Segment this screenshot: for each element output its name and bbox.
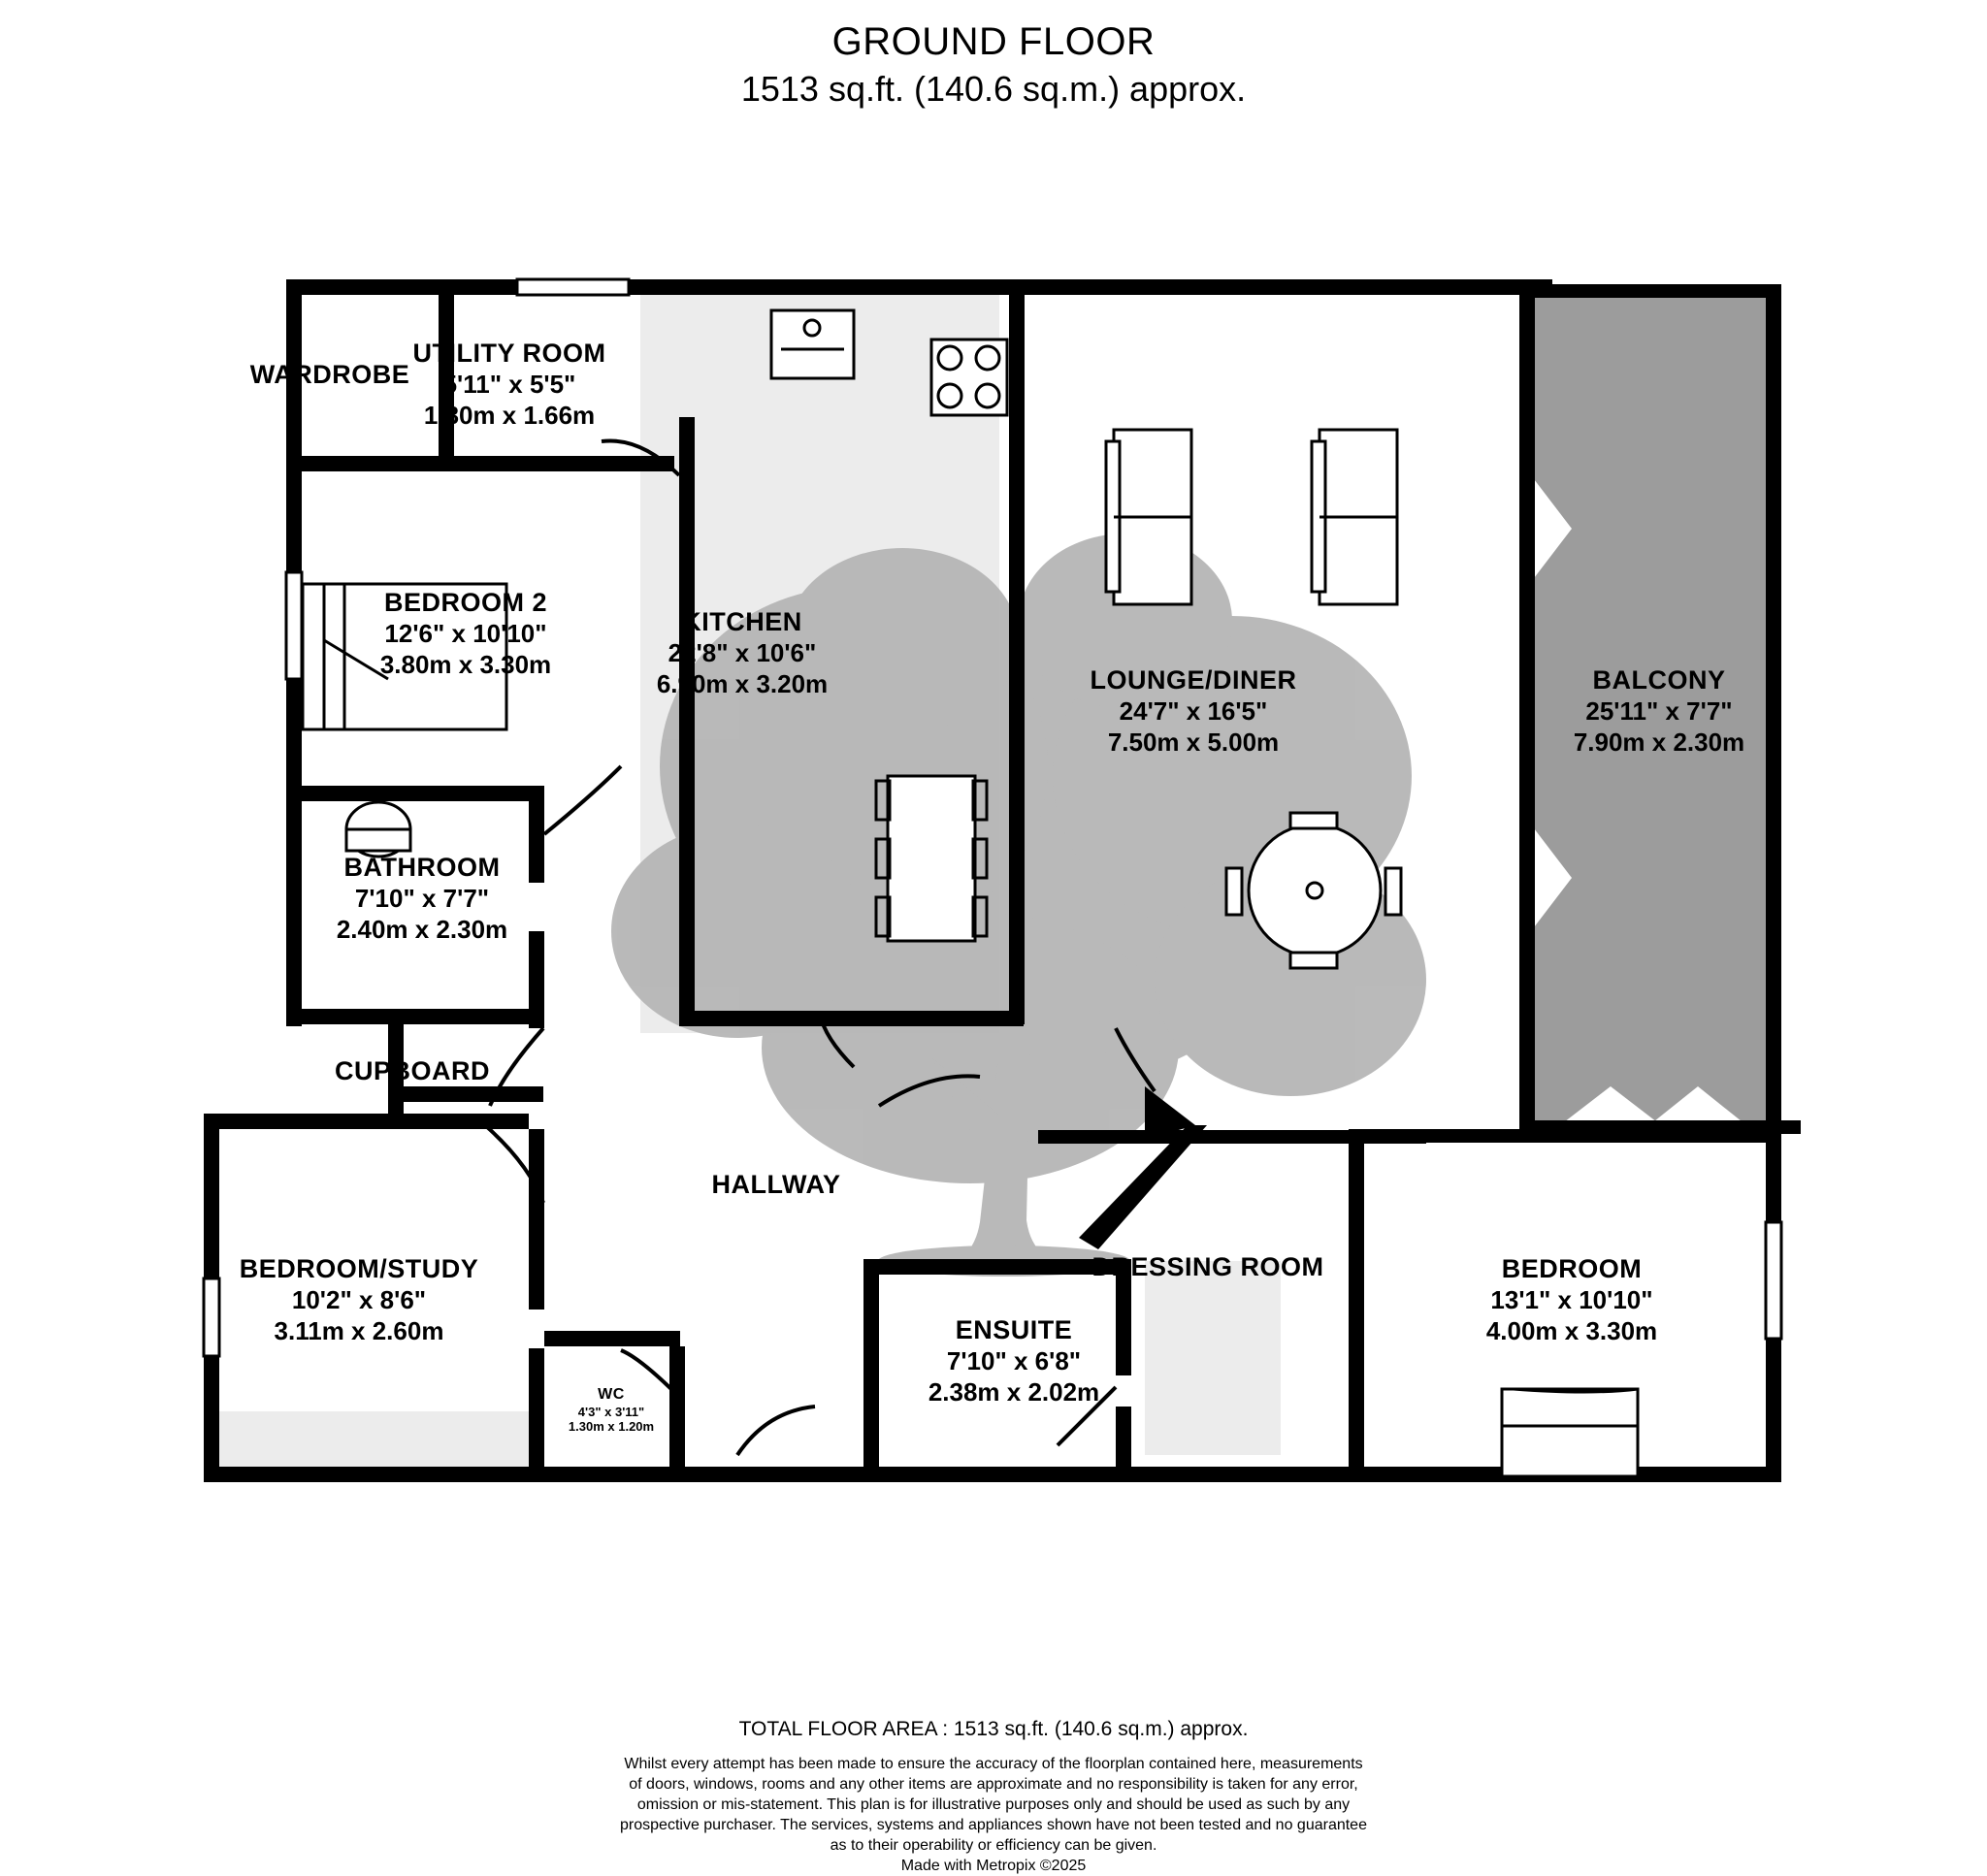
room-label-dressing-room: DRESSING ROOM — [1091, 1252, 1324, 1281]
room-label-bedroom-2: BEDROOM 2 12'6" x 10'10" 3.80m x 3.30m — [379, 588, 552, 679]
plan-footer — [0, 1715, 1987, 1876]
room-label-balcony: BALCONY 25'11" x 7'7" 7.90m x 2.30m — [1573, 665, 1745, 757]
room-label-hallway: HALLWAY — [711, 1170, 841, 1199]
room-label-kitchen: KITCHEN 22'8" x 10'6" 6.90m x 3.20m — [656, 607, 829, 698]
room-label-bedroom-study: BEDROOM/STUDY 10'2" x 8'6" 3.11m x 2.60m — [239, 1254, 479, 1345]
room-label-wc: WC 4'3" x 3'11" 1.30m x 1.20m — [568, 1386, 655, 1435]
room-label-lounge-diner: LOUNGE/DINER 24'7" x 16'5" 7.50m x 5.00m — [1090, 665, 1297, 757]
room-label-cupboard: CUPBOARD — [334, 1056, 490, 1085]
room-label-bathroom: BATHROOM 7'10" x 7'7" 2.40m x 2.30m — [336, 853, 508, 944]
made-with-credit: Made with Metropix ©2025 — [900, 1858, 1087, 1874]
room-label-utility-room: UTILITY ROOM 5'11" x 5'5" 1.80m x 1.66m — [412, 339, 606, 430]
page-title: GROUND FLOOR — [831, 20, 1156, 63]
page-subtitle: 1513 sq.ft. (140.6 sq.m.) approx. — [740, 69, 1247, 109]
room-label-ensuite: ENSUITE 7'10" x 6'8" 2.38m x 2.02m — [928, 1315, 1100, 1407]
total-floor-area: TOTAL FLOOR AREA : 1513 sq.ft. (140.6 sq.m.) approx. — [738, 1718, 1249, 1740]
room-label-wardrobe: WARDROBE — [249, 360, 410, 389]
room-label-bedroom: BEDROOM 13'1" x 10'10" 4.00m x 3.30m — [1485, 1254, 1658, 1345]
disclaimer: Whilst every attempt has been made to ensure the accuracy of the floorplan contained here, measurements of doors, windows, rooms and any other items are approximate and no responsibility is taken for any error, omission or mis-statement. This plan is for illustrative purposes only and should be used as such by any prospective purchaser. The services, systems and appliances shown have not been tested and no guarantee as to their operability or efficiency can be given. — [620, 1756, 1367, 1854]
